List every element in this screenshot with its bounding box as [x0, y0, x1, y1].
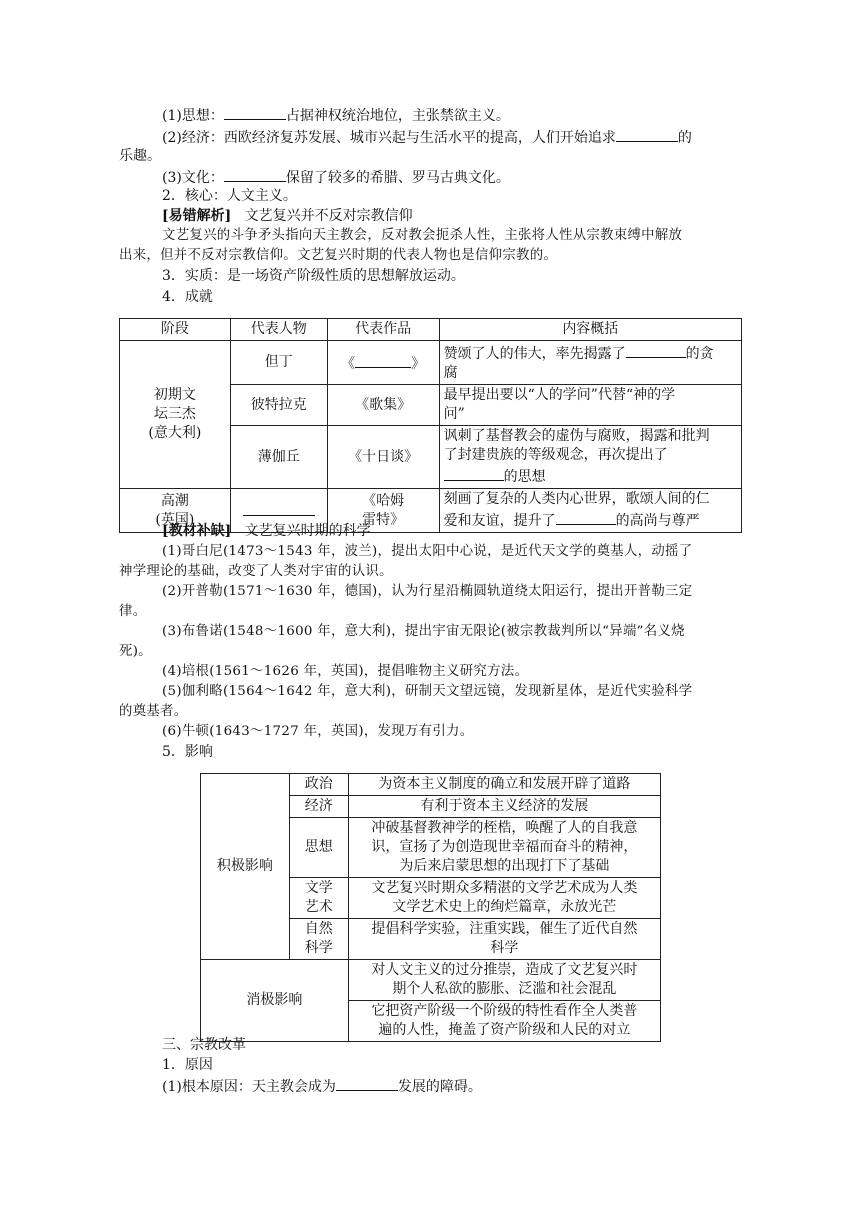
supplement-item: 律。: [119, 604, 147, 619]
supplement-item: (3)布鲁诺(1548～1600 年，意大利)，提出宇宙无限论(被宗教裁判所以“异端”名义烧: [162, 624, 685, 639]
aspect-cell: 政治: [289, 774, 348, 796]
content-cell: 最早提出要以“人的学问”代替“神的学 问”: [439, 385, 741, 426]
fill-blank[interactable]: [355, 352, 411, 368]
effect-cell: 它把资产阶级一个阶级的特性看作全人类普 遍的人性，掩盖了资产阶级和人民的对立: [348, 1001, 660, 1042]
supplement-item: (5)伽利略(1564～1642 年，意大利)，研制天文望远镜，发现新星体，是近代实验科学: [162, 684, 693, 699]
work-cell: 《 》: [327, 341, 439, 385]
column-header: 阶段: [120, 319, 231, 341]
work-cell: 《歌集》: [327, 385, 439, 426]
stage-cell: 高潮 (英国): [120, 489, 231, 533]
influence-table: [200, 773, 661, 1042]
negative-influence-cell: 消极影响: [201, 960, 349, 1042]
supplement-item: 神学理论的基础，改变了人类对宇宙的认识。: [119, 564, 393, 579]
column-header: 内容概括: [439, 319, 741, 341]
error-analysis-line: 出来，但并不反对宗教信仰。文艺复兴时期的代表人物也是信仰宗教的。: [119, 248, 558, 263]
achievements-heading: 4．成就: [162, 289, 213, 305]
error-analysis-line: 文艺复兴的斗争矛头指向天主教会，反对教会扼杀人性，主张将人性从宗教束缚中解放: [162, 228, 683, 243]
fill-blank[interactable]: [626, 342, 686, 358]
table-row: [201, 960, 661, 1001]
effect-cell: 有利于资本主义经济的发展: [348, 796, 660, 818]
effect-cell: 提倡科学实验，注重实践，催生了近代自然 科学: [348, 919, 660, 960]
person-cell: 但丁: [230, 341, 327, 385]
content-cell: 讽刺了基督教会的虚伪与腐败，揭露和批判 了封建贵族的等级观念，再次提出了 的思想: [439, 426, 741, 489]
background-economy-cont: 乐趣。: [119, 148, 161, 164]
fill-blank[interactable]: [243, 500, 315, 516]
table-row: [201, 774, 661, 796]
work-cell: 《十日谈》: [327, 426, 439, 489]
background-culture: (3)文化： 保留了较多的希腊、罗马古典文化。: [162, 166, 510, 188]
supplement-item: (1)哥白尼(1473～1543 年，波兰)，提出太阳中心说，是近代天文学的奠基人，动摇了: [162, 544, 693, 559]
supplement-item: (4)培根(1561～1626 年，英国)，提倡唯物主义研究方法。: [162, 664, 529, 679]
influence-heading: 5．影响: [162, 744, 213, 760]
aspect-cell: 经济: [289, 796, 348, 818]
effect-cell: 对人文主义的过分推崇，造成了文艺复兴时 期个人私欲的膨胀、泛滥和社会混乱: [348, 960, 660, 1001]
fill-blank[interactable]: [336, 1075, 398, 1091]
aspect-cell: 思想: [289, 818, 348, 878]
person-cell: 薄伽丘: [230, 426, 327, 489]
aspect-cell: 自然 科学: [289, 919, 348, 960]
content-cell: 刻画了复杂的人类内心世界，歌颂人间的仁 爱和友谊，提升了 的高尚与尊严: [439, 489, 741, 533]
aspect-cell: 文学 艺术: [289, 878, 348, 919]
fill-blank[interactable]: [616, 126, 678, 142]
supplement-heading: [教材补缺] 文艺复兴时期的科学: [162, 523, 371, 539]
effect-cell: 文艺复兴时期众多精湛的文学艺术成为人类 文学艺术史上的绚烂篇章，永放光芒: [348, 878, 660, 919]
content-cell: 赞颂了人的伟大，率先揭露了 的贪 腐: [439, 341, 741, 385]
section-heading: 三、宗教改革: [162, 1037, 246, 1053]
supplement-item: 死)。: [119, 644, 152, 659]
supplement-item: (6)牛顿(1643～1727 年，英国)，发现万有引力。: [162, 724, 474, 739]
column-header: 代表作品: [327, 319, 439, 341]
background-thought: (1)思想： 占据神权统治地位，主张禁欲主义。: [162, 104, 510, 126]
person-cell: 彼特拉克: [230, 385, 327, 426]
table-header-row: [120, 319, 742, 341]
achievements-table: [119, 318, 742, 533]
supplement-item: (2)开普勒(1571～1630 年，德国)，认为行星沿椭圆轨道绕太阳运行，提出开普勒三定: [162, 584, 693, 599]
work-cell: 《哈姆 雷特》: [327, 489, 439, 533]
positive-influence-cell: 积极影响: [201, 774, 290, 960]
stage-cell: 初期文 坛三杰 (意大利): [120, 341, 231, 489]
cause-heading: 1．原因: [162, 1057, 213, 1073]
core-point: 2．核心：人文主义。: [162, 188, 297, 204]
column-header: 代表人物: [230, 319, 327, 341]
essence-point: 3．实质：是一场资产阶级性质的思想解放运动。: [162, 268, 465, 284]
effect-cell: 冲破基督教神学的桎梏，唤醒了人的自我意 识，宣扬了为创造现世幸福而奋斗的精神， 为后来启蒙思想的出现打下了基础: [348, 818, 660, 878]
root-cause: (1)根本原因：天主教会成为 发展的障碍。: [162, 1075, 482, 1097]
error-analysis-heading: [易错解析] 文艺复兴并不反对宗教信仰: [162, 208, 413, 224]
fill-blank[interactable]: [224, 166, 286, 182]
fill-blank[interactable]: [556, 509, 616, 525]
background-economy: (2)经济：西欧经济复苏发展、城市兴起与生活水平的提高，人们开始追求 的: [162, 126, 692, 148]
supplement-item: 的奠基者。: [119, 704, 188, 719]
fill-blank[interactable]: [224, 104, 286, 120]
effect-cell: 为资本主义制度的确立和发展开辟了道路: [348, 774, 660, 796]
table-row: [120, 341, 742, 385]
fill-blank[interactable]: [444, 465, 504, 481]
